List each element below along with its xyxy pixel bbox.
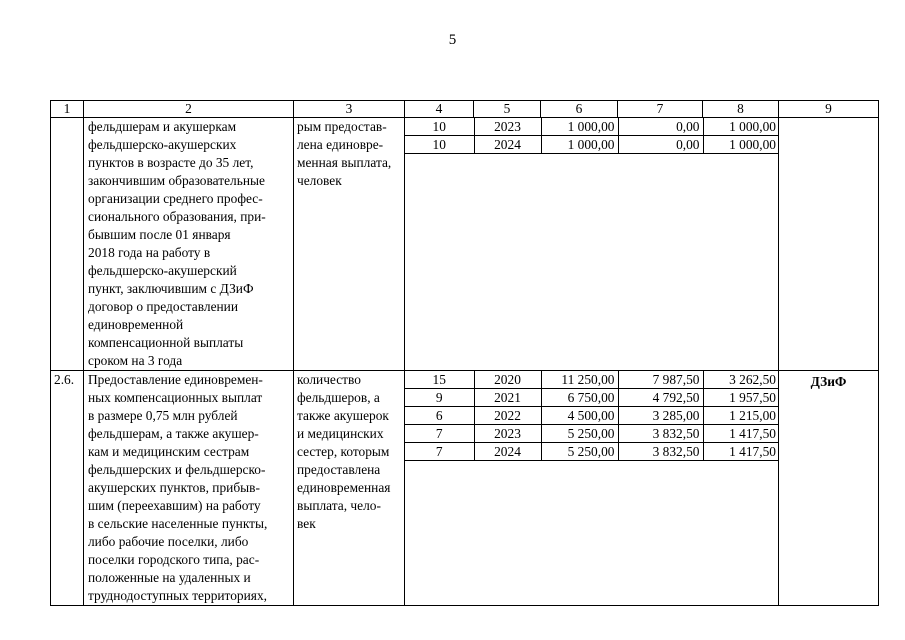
- header-cell: 8: [703, 101, 779, 118]
- description-line: договор о предоставлении: [88, 299, 239, 314]
- indicator-line: лена единовре-: [297, 137, 384, 152]
- indicator-line: и медицинских: [297, 426, 384, 441]
- measure-description: [84, 371, 294, 606]
- description-line: 2018 года на работу в: [88, 245, 211, 260]
- table-row: [51, 118, 879, 371]
- header-cell: 3: [294, 101, 405, 118]
- regional-amount: 1 000,00: [703, 136, 779, 154]
- financing-grid: [405, 118, 779, 371]
- federal-amount: 3 832,50: [618, 425, 703, 443]
- description-line: сроком на 3 года: [88, 353, 183, 368]
- year-cell: 2020: [474, 371, 541, 389]
- indicator-value: 7: [405, 425, 474, 443]
- page-number: 5: [448, 32, 457, 48]
- indicator-line: век: [297, 516, 316, 531]
- financing-table: [405, 371, 779, 461]
- year-cell: 2021: [474, 389, 541, 407]
- header-cell: 1: [51, 101, 84, 118]
- description-line: фельдшерам и акушеркам: [88, 119, 237, 134]
- description-line: фельдшерско-акушерский: [88, 263, 237, 278]
- executor: [779, 118, 879, 371]
- description-line: в сельские населенные пункты,: [88, 516, 268, 531]
- description-line: бывшим после 01 января: [88, 227, 231, 242]
- description-line: закончившим образовательные: [88, 173, 265, 188]
- year-cell: 2024: [474, 136, 541, 154]
- year-cell: 2024: [474, 443, 541, 461]
- regional-amount: 1 000,00: [703, 118, 779, 136]
- description-line: положенные на удаленных и: [88, 570, 251, 585]
- financing-row: [405, 118, 779, 136]
- regional-amount: 1 215,00: [703, 407, 779, 425]
- description-line: фельдшерам, а также акушер-: [88, 426, 259, 441]
- description-line: компенсационной выплаты: [88, 335, 244, 350]
- indicator-value: 15: [405, 371, 474, 389]
- table-row: [51, 371, 879, 606]
- total-amount: 5 250,00: [541, 443, 618, 461]
- financing-row: [405, 443, 779, 461]
- financing-row: [405, 425, 779, 443]
- description-line: шим (переехавшим) на работу: [88, 498, 261, 513]
- header-cell: 6: [541, 101, 618, 118]
- description-line: Предоставление единовремен-: [88, 372, 263, 387]
- description-line: единовременной: [88, 317, 184, 332]
- description-line: труднодоступных территориях,: [88, 588, 267, 603]
- federal-amount: 4 792,50: [618, 389, 703, 407]
- program-table: [50, 100, 879, 606]
- total-amount: 11 250,00: [541, 371, 618, 389]
- indicator-description: [294, 371, 405, 606]
- description-line: пункт, заключившим с ДЗиФ: [88, 281, 254, 296]
- indicator-line: также акушерок: [297, 408, 389, 423]
- header-cell: 7: [618, 101, 703, 118]
- total-amount: 4 500,00: [541, 407, 618, 425]
- description-line: акушерских пунктов, прибыв-: [88, 480, 260, 495]
- financing-row: [405, 407, 779, 425]
- executor: ДЗиФ: [779, 371, 879, 606]
- indicator-line: фельдшеров, а: [297, 390, 380, 405]
- row-number: [51, 118, 84, 371]
- total-amount: 6 750,00: [541, 389, 618, 407]
- indicator-value: 10: [405, 136, 474, 154]
- measure-description: [84, 118, 294, 371]
- federal-amount: 7 987,50: [618, 371, 703, 389]
- header-cell: 4: [405, 101, 474, 118]
- description-line: ных компенсационных выплат: [88, 390, 263, 405]
- federal-amount: 0,00: [618, 136, 703, 154]
- year-cell: 2022: [474, 407, 541, 425]
- regional-amount: 1 957,50: [703, 389, 779, 407]
- description-line: организации среднего профес-: [88, 191, 263, 206]
- federal-amount: 0,00: [618, 118, 703, 136]
- row-number: 2.6.: [51, 371, 84, 606]
- header-cell: 5: [474, 101, 541, 118]
- description-line: поселки городского типа, рас-: [88, 552, 260, 567]
- financing-row: [405, 389, 779, 407]
- indicator-line: сестер, которым: [297, 444, 390, 459]
- indicator-value: 10: [405, 118, 474, 136]
- indicator-line: менная выплата,: [297, 155, 392, 170]
- indicator-description: [294, 118, 405, 371]
- header-cell: 2: [84, 101, 294, 118]
- financing-row: [405, 371, 779, 389]
- indicator-value: 6: [405, 407, 474, 425]
- year-cell: 2023: [474, 425, 541, 443]
- regional-amount: 1 417,50: [703, 443, 779, 461]
- description-line: фельдшерских и фельдшерско-: [88, 462, 266, 477]
- total-amount: 1 000,00: [541, 118, 618, 136]
- description-line: фельдшерско-акушерских: [88, 137, 237, 152]
- regional-amount: 3 262,50: [703, 371, 779, 389]
- regional-amount: 1 417,50: [703, 425, 779, 443]
- description-line: кам и медицинским сестрам: [88, 444, 250, 459]
- federal-amount: 3 832,50: [618, 443, 703, 461]
- total-amount: 5 250,00: [541, 425, 618, 443]
- indicator-value: 9: [405, 389, 474, 407]
- indicator-line: предоставлена: [297, 462, 381, 477]
- financing-grid: [405, 371, 779, 606]
- description-line: в размере 0,75 млн рублей: [88, 408, 238, 423]
- year-cell: 2023: [474, 118, 541, 136]
- header-row: [51, 101, 879, 118]
- financing-row: [405, 136, 779, 154]
- description-line: пунктов в возрасте до 35 лет,: [88, 155, 254, 170]
- indicator-line: выплата, чело-: [297, 498, 381, 513]
- description-line: либо рабочие поселки, либо: [88, 534, 249, 549]
- description-line: сионального образования, при-: [88, 209, 266, 224]
- header-cell: 9: [779, 101, 879, 118]
- indicator-line: человек: [297, 173, 342, 188]
- financing-table: [405, 118, 779, 154]
- total-amount: 1 000,00: [541, 136, 618, 154]
- indicator-line: единовременная: [297, 480, 391, 495]
- indicator-value: 7: [405, 443, 474, 461]
- indicator-line: рым предостав-: [297, 119, 387, 134]
- indicator-line: количество: [297, 372, 361, 387]
- federal-amount: 3 285,00: [618, 407, 703, 425]
